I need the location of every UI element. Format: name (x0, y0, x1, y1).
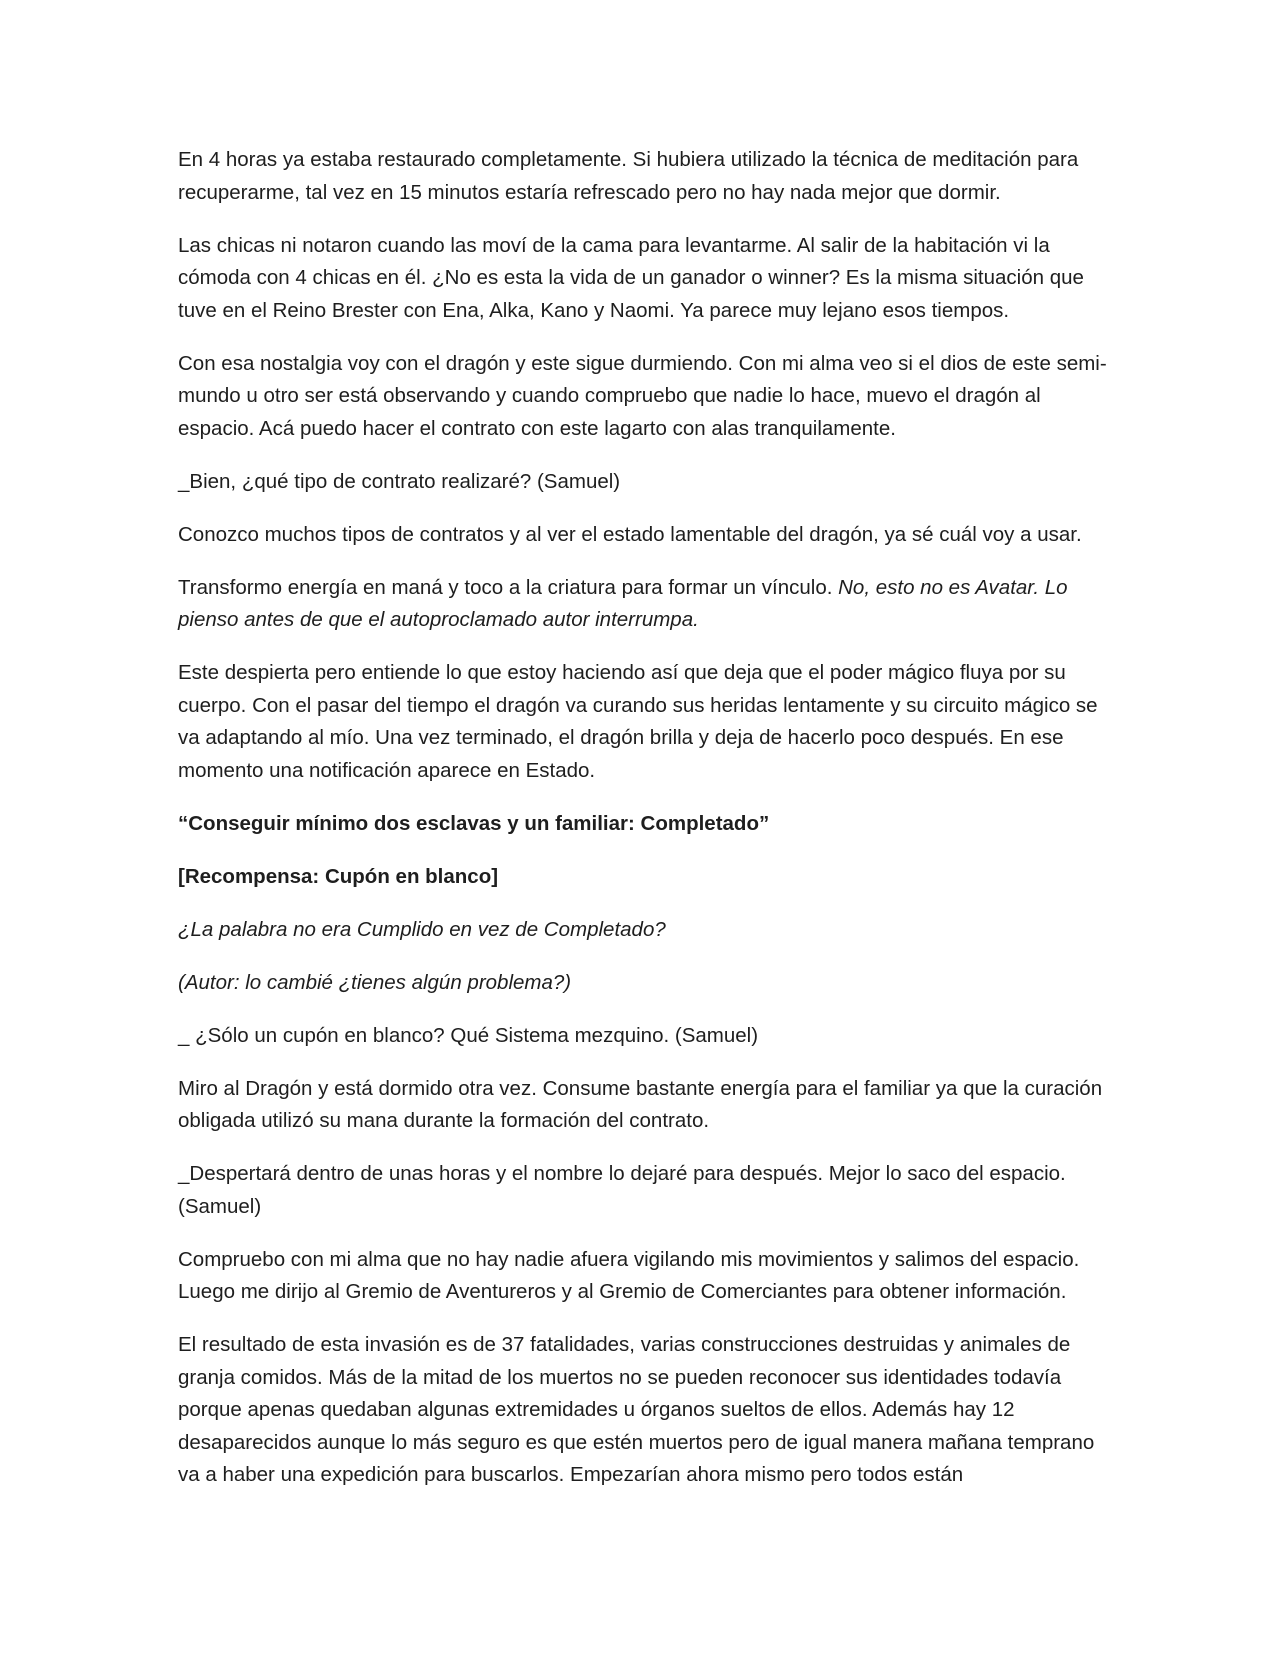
paragraph-chicas: Las chicas ni notaron cuando las moví de la cama para levantarme. Al salir de la habitación vi la cómoda con 4 chicas en él. ¿No es esta la vida de un ganador o winner? Es la misma situación que tuve en el Reino Brester con Ena, Alka, Kano y Naomi. Ya parece muy lejano esos tiempos. (178, 233, 1084, 322)
document-page (178, 144, 1108, 1512)
paragraph-transformo (178, 572, 1108, 637)
paragraph-transformo-italic: No, esto no es Avatar. Lo pienso antes de que el autoproclamado autor interrumpa. (178, 575, 1068, 631)
paragraph-nostalgia: Con esa nostalgia voy con el dragón y este sigue durmiendo. Con mi alma veo si el dios de este semi-mundo u otro ser está observando y cuando compruebo que nadie lo hace, muevo el dragón al espacio. Acá puedo hacer el contrato con este lagarto con alas tranquilamente. (178, 351, 1107, 440)
notification-reward: [Recompensa: Cupón en blanco] (178, 864, 499, 888)
paragraph-compruebo: Compruebo con mi alma que no hay nadie afuera vigilando mis movimientos y salimos del espacio. Luego me dirijo al Gremio de Aventureros y al Gremio de Comerciantes para obtener información. (178, 1247, 1080, 1303)
thought-cumplido: ¿La palabra no era Cumplido en vez de Completado? (178, 917, 666, 941)
paragraph-restaurado: En 4 horas ya estaba restaurado completamente. Si hubiera utilizado la técnica de meditación para recuperarme, tal vez en 15 minutos estaría refrescado pero no hay nada mejor que dormir. (178, 148, 1079, 204)
notification-quest: “Conseguir mínimo dos esclavas y un familiar: Completado” (178, 811, 770, 835)
dialogue-samuel-cupon: _ ¿Sólo un cupón en blanco? Qué Sistema mezquino. (Samuel) (178, 1023, 759, 1047)
dialogue-samuel-contrato: _Bien, ¿qué tipo de contrato realizaré? (Samuel) (178, 469, 621, 493)
paragraph-dragon-dormido: Miro al Dragón y está dormido otra vez. Consume bastante energía para el familiar ya que la curación obligada utilizó su mana durante la formación del contrato. (178, 1076, 1103, 1132)
author-note: (Autor: lo cambié ¿tienes algún problema?) (178, 970, 572, 994)
dialogue-samuel-despertara: _Despertará dentro de unas horas y el nombre lo dejaré para después. Mejor lo saco del espacio. (Samuel) (178, 1162, 1066, 1218)
paragraph-despierta: Este despierta pero entiende lo que estoy haciendo así que deja que el poder mágico fluya por su cuerpo. Con el pasar del tiempo el dragón va curando sus heridas lentamente y su circuito mágico se va adaptando al mío. Una vez terminado, el dragón brilla y deja de hacerlo poco después. En ese momento una notificación aparece en Estado. (178, 661, 1098, 782)
paragraph-tipos-contratos: Conozco muchos tipos de contratos y al ver el estado lamentable del dragón, ya sé cuál voy a usar. (178, 522, 1082, 546)
paragraph-resultado: El resultado de esta invasión es de 37 fatalidades, varias construcciones destruidas y animales de granja comidos. Más de la mitad de los muertos no se pueden reconocer sus identidades todavía porque apenas quedaban algunas extremidades u órganos sueltos de ellos. Además hay 12 desaparecidos aunque lo más seguro es que estén muertos pero de igual manera mañana temprano va a haber una expedición para buscarlos. Empezarían ahora mismo pero todos están (178, 1333, 1095, 1486)
paragraph-transformo-text: Transformo energía en maná y toco a la criatura para formar un vínculo. (178, 575, 839, 599)
